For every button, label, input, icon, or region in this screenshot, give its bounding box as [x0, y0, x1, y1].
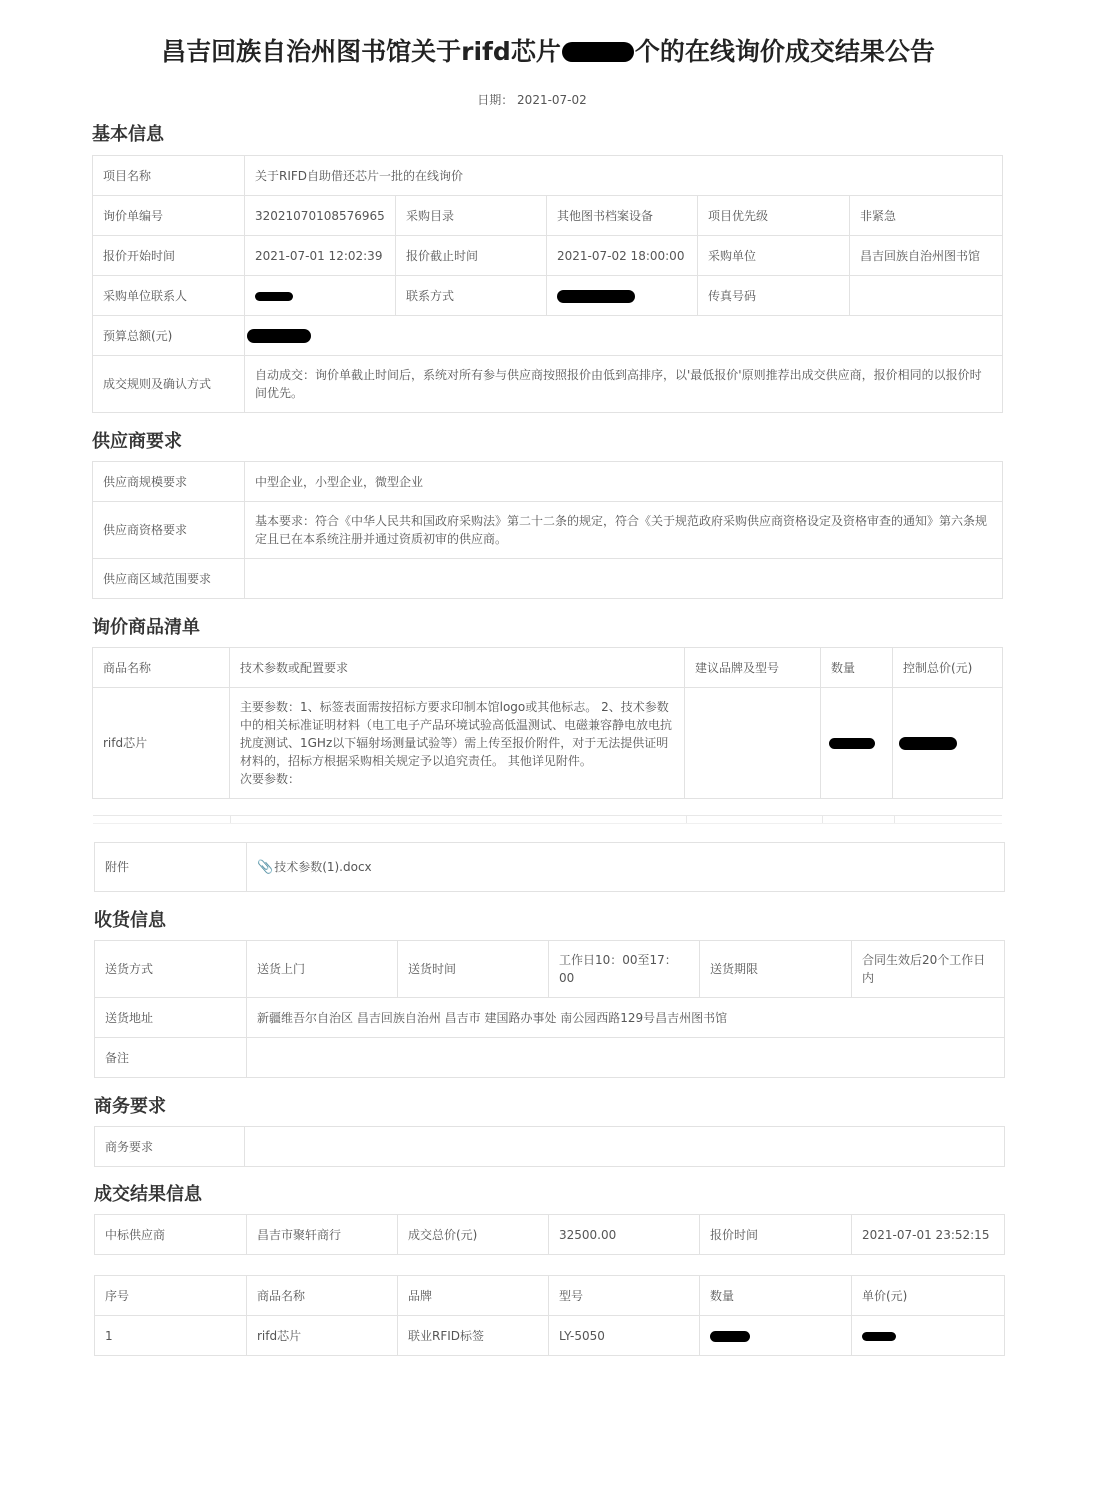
label-delivery-address: 送货地址: [95, 998, 247, 1038]
section-title-basic: 基本信息: [92, 124, 164, 145]
label-contact: 采购单位联系人: [93, 276, 245, 316]
value-delivery-time: 工作日10：00至17：00: [549, 941, 700, 998]
section-title-delivery: 收货信息: [94, 910, 166, 931]
result-no: 1: [95, 1316, 247, 1356]
paperclip-icon: 📎: [257, 859, 274, 875]
result-header-name: 商品名称: [247, 1276, 398, 1316]
value-phone: [547, 276, 698, 316]
value-inquiry-no: 32021070108576965: [245, 196, 396, 236]
label-attachment: 附件: [95, 843, 247, 892]
value-supplier-qual: 基本要求：符合《中华人民共和国政府采购法》第二十二条的规定，符合《关于规范政府采购供应商资格设定及资格审查的通知》第六条规定且已在本系统注册并通过资质初审的供应商。: [245, 502, 1003, 559]
label-quote-end: 报价截止时间: [396, 236, 547, 276]
goods-header-name: 商品名称: [93, 648, 230, 688]
value-rule: 自动成交：询价单截止时间后，系统对所有参与供应商按照报价由低到高排序，以'最低报价'原则推荐出成交供应商，报价相同的以报价时间优先。: [245, 356, 1003, 413]
goods-header-spec: 技术参数或配置要求: [230, 648, 685, 688]
delivery-table: [94, 940, 1005, 1078]
value-catalog: 其他图书档案设备: [547, 196, 698, 236]
attachment-link[interactable]: 技术参数(1).docx: [274, 859, 372, 874]
result-price: [852, 1316, 1005, 1356]
publish-date: [0, 91, 1064, 108]
label-phone: 联系方式: [396, 276, 547, 316]
value-contact: [245, 276, 396, 316]
label-delivery-note: 备注: [95, 1038, 247, 1078]
goods-spec-main: 主要参数：1、标签表面需按招标方要求印制本馆logo或其他标志。 2、技术参数中的相关标准证明材料（电工电子产品环境试验高低温测试、电磁兼容静电放电抗扰度测试、1GHz以下辐射场测量试验等）需上传至报价附件，对于无法提供证明材料的，招标方根据采购相关规定予以追究责任。 其他详见附件。: [240, 700, 673, 768]
section-title-result: 成交结果信息: [94, 1184, 202, 1205]
table-divider: [93, 815, 1002, 824]
label-total: 成交总价(元): [398, 1215, 549, 1255]
label-quote-start: 报价开始时间: [93, 236, 245, 276]
label-supplier-scale: 供应商规模要求: [93, 462, 245, 502]
table-row: [95, 1316, 1005, 1356]
value-winner: 昌吉市聚轩商行: [247, 1215, 398, 1255]
section-title-business: 商务要求: [94, 1096, 166, 1117]
divider-tick: [686, 816, 687, 823]
label-project-name: 项目名称: [93, 156, 245, 196]
value-delivery-method: 送货上门: [247, 941, 398, 998]
result-header-price: 单价(元): [852, 1276, 1005, 1316]
label-supplier-region: 供应商区域范围要求: [93, 559, 245, 599]
value-total: 32500.00: [549, 1215, 700, 1255]
value-supplier-scale: 中型企业，小型企业，微型企业: [245, 462, 1003, 502]
label-inquiry-no: 询价单编号: [93, 196, 245, 236]
goods-brand: [685, 688, 821, 799]
label-delivery-period: 送货期限: [700, 941, 852, 998]
goods-header-qty: 数量: [821, 648, 893, 688]
section-title-goods: 询价商品清单: [92, 617, 200, 638]
divider-tick: [822, 816, 823, 823]
label-catalog: 采购目录: [396, 196, 547, 236]
redaction-mark: [829, 738, 875, 749]
result-table: [94, 1214, 1005, 1255]
value-budget: [245, 316, 1003, 356]
value-buyer: 昌吉回族自治州图书馆: [850, 236, 1003, 276]
value-business: [245, 1127, 1005, 1167]
value-delivery-address: 新疆维吾尔自治区 昌吉回族自治州 昌吉市 建国路办事处 南公园西路129号昌吉州图书馆: [247, 998, 1005, 1038]
result-brand: 联业RFID标签: [398, 1316, 549, 1356]
label-business: 商务要求: [95, 1127, 245, 1167]
redaction-mark: [899, 737, 957, 750]
label-supplier-qual: 供应商资格要求: [93, 502, 245, 559]
result-header-brand: 品牌: [398, 1276, 549, 1316]
value-project-name: 关于RIFD自助借还芯片一批的在线询价: [245, 156, 1003, 196]
value-delivery-note: [247, 1038, 1005, 1078]
result-name: rifd芯片: [247, 1316, 398, 1356]
goods-qty: [821, 688, 893, 799]
section-title-supplier: 供应商要求: [92, 431, 182, 452]
value-delivery-period: 合同生效后20个工作日内: [852, 941, 1005, 998]
label-fax: 传真号码: [698, 276, 850, 316]
label-quote-time: 报价时间: [700, 1215, 852, 1255]
label-delivery-time: 送货时间: [398, 941, 549, 998]
goods-total: [893, 688, 1003, 799]
value-quote-start: 2021-07-01 12:02:39: [245, 236, 396, 276]
result-items-table: [94, 1275, 1005, 1356]
redaction-mark: [255, 292, 293, 301]
redaction-mark: [557, 290, 635, 303]
date-label: 日期：: [477, 93, 514, 107]
business-table: [94, 1126, 1005, 1167]
label-winner: 中标供应商: [95, 1215, 247, 1255]
table-row: [93, 688, 1003, 799]
goods-header-total: 控制总价(元): [893, 648, 1003, 688]
title-part-2: 个的在线询价成交结果公告: [634, 37, 935, 66]
result-header-no: 序号: [95, 1276, 247, 1316]
date-value: 2021-07-02: [517, 93, 587, 107]
label-priority: 项目优先级: [698, 196, 850, 236]
result-model: LY-5050: [549, 1316, 700, 1356]
label-buyer: 采购单位: [698, 236, 850, 276]
page-title: [0, 32, 1096, 68]
redaction-mark: [710, 1331, 750, 1342]
basic-info-table: [92, 155, 1003, 413]
result-header-qty: 数量: [700, 1276, 852, 1316]
label-delivery-method: 送货方式: [95, 941, 247, 998]
label-rule: 成交规则及确认方式: [93, 356, 245, 413]
attachment-cell: [247, 843, 1005, 892]
label-budget: 预算总额(元): [93, 316, 245, 356]
redaction-mark: [562, 42, 634, 62]
redaction-mark: [862, 1332, 896, 1341]
attachment-table: [94, 842, 1005, 892]
goods-spec: [230, 688, 685, 799]
goods-spec-secondary: 次要参数：: [240, 772, 301, 786]
title-part-1: 昌吉回族自治州图书馆关于rifd芯片: [161, 37, 561, 66]
divider-tick: [230, 816, 231, 823]
divider-tick: [894, 816, 895, 823]
value-fax: [850, 276, 1003, 316]
value-quote-end: 2021-07-02 18:00:00: [547, 236, 698, 276]
goods-name: rifd芯片: [93, 688, 230, 799]
value-priority: 非紧急: [850, 196, 1003, 236]
result-header-model: 型号: [549, 1276, 700, 1316]
goods-table: [92, 647, 1003, 799]
value-quote-time: 2021-07-01 23:52:15: [852, 1215, 1005, 1255]
result-qty: [700, 1316, 852, 1356]
goods-header-brand: 建议品牌及型号: [685, 648, 821, 688]
supplier-table: [92, 461, 1003, 599]
value-supplier-region: [245, 559, 1003, 599]
redaction-mark: [247, 329, 311, 343]
